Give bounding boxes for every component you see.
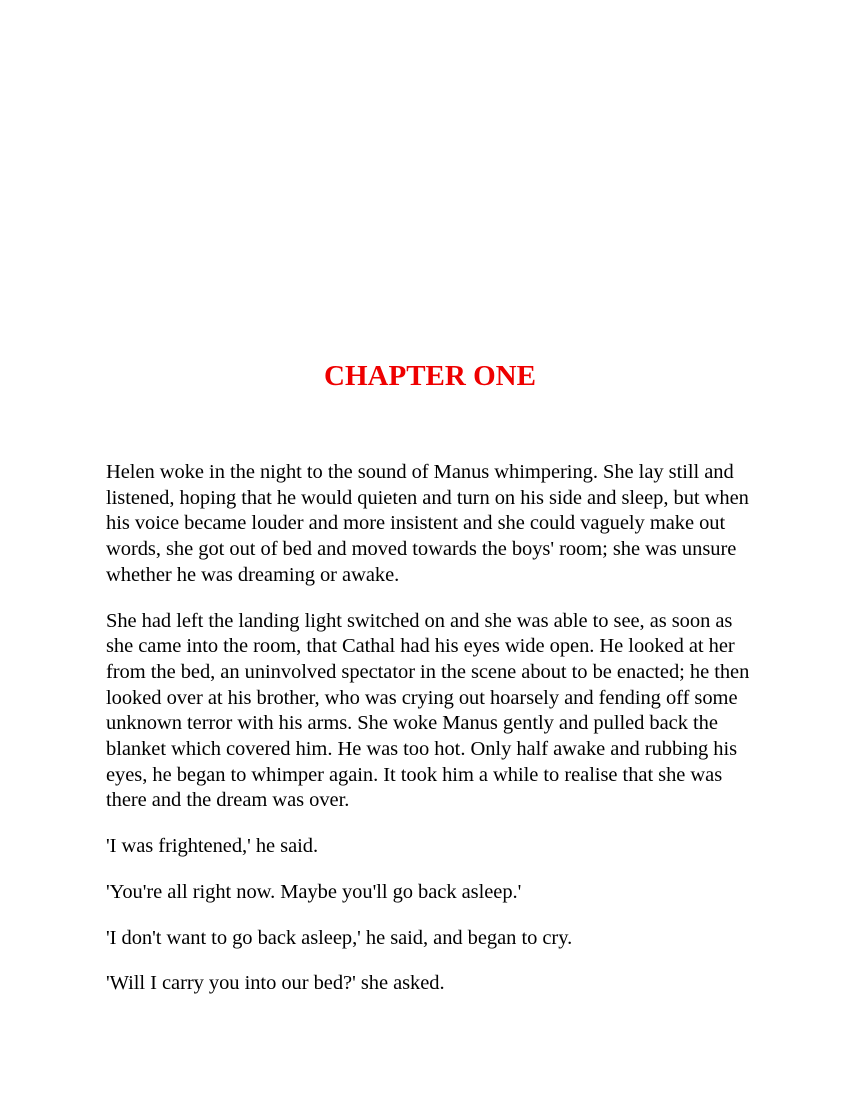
paragraph: 'Will I carry you into our bed?' she asked.	[106, 972, 445, 995]
paragraph: 'You're all right now. Maybe you'll go back asleep.'	[106, 880, 522, 903]
paragraph: 'I was frightened,' he said.	[106, 835, 319, 858]
paragraph: 'I don't want to go back asleep,' he said, and began to cry.	[106, 926, 573, 949]
paragraph: She had left the landing light switched on and she was able to see, as soon as she came into the room, that Cathal had his eyes wide open. He looked at her from the bed, an uninvolved spectator in the scene about to be enacted; he then looked over at his brother, who was crying out hoarsely and fending off some unknown terror with his arms. She woke Manus gently and pulled back the blanket which covered him. He was too hot. Only half awake and rubbing his eyes, he began to whimper again. It took him a while to realise that she was there and the dream was over.	[106, 609, 750, 812]
chapter-title: CHAPTER ONE	[324, 360, 536, 392]
paragraph: Helen woke in the night to the sound of Manus whimpering. She lay still and listened, hoping that he would quieten and turn on his side and sleep, but when his voice became louder and more insistent and she could vaguely make out words, she got out of bed and moved towards the boys' room; she was unsure whether he was dreaming or awake.	[106, 461, 749, 586]
chapter-body	[106, 460, 760, 1017]
